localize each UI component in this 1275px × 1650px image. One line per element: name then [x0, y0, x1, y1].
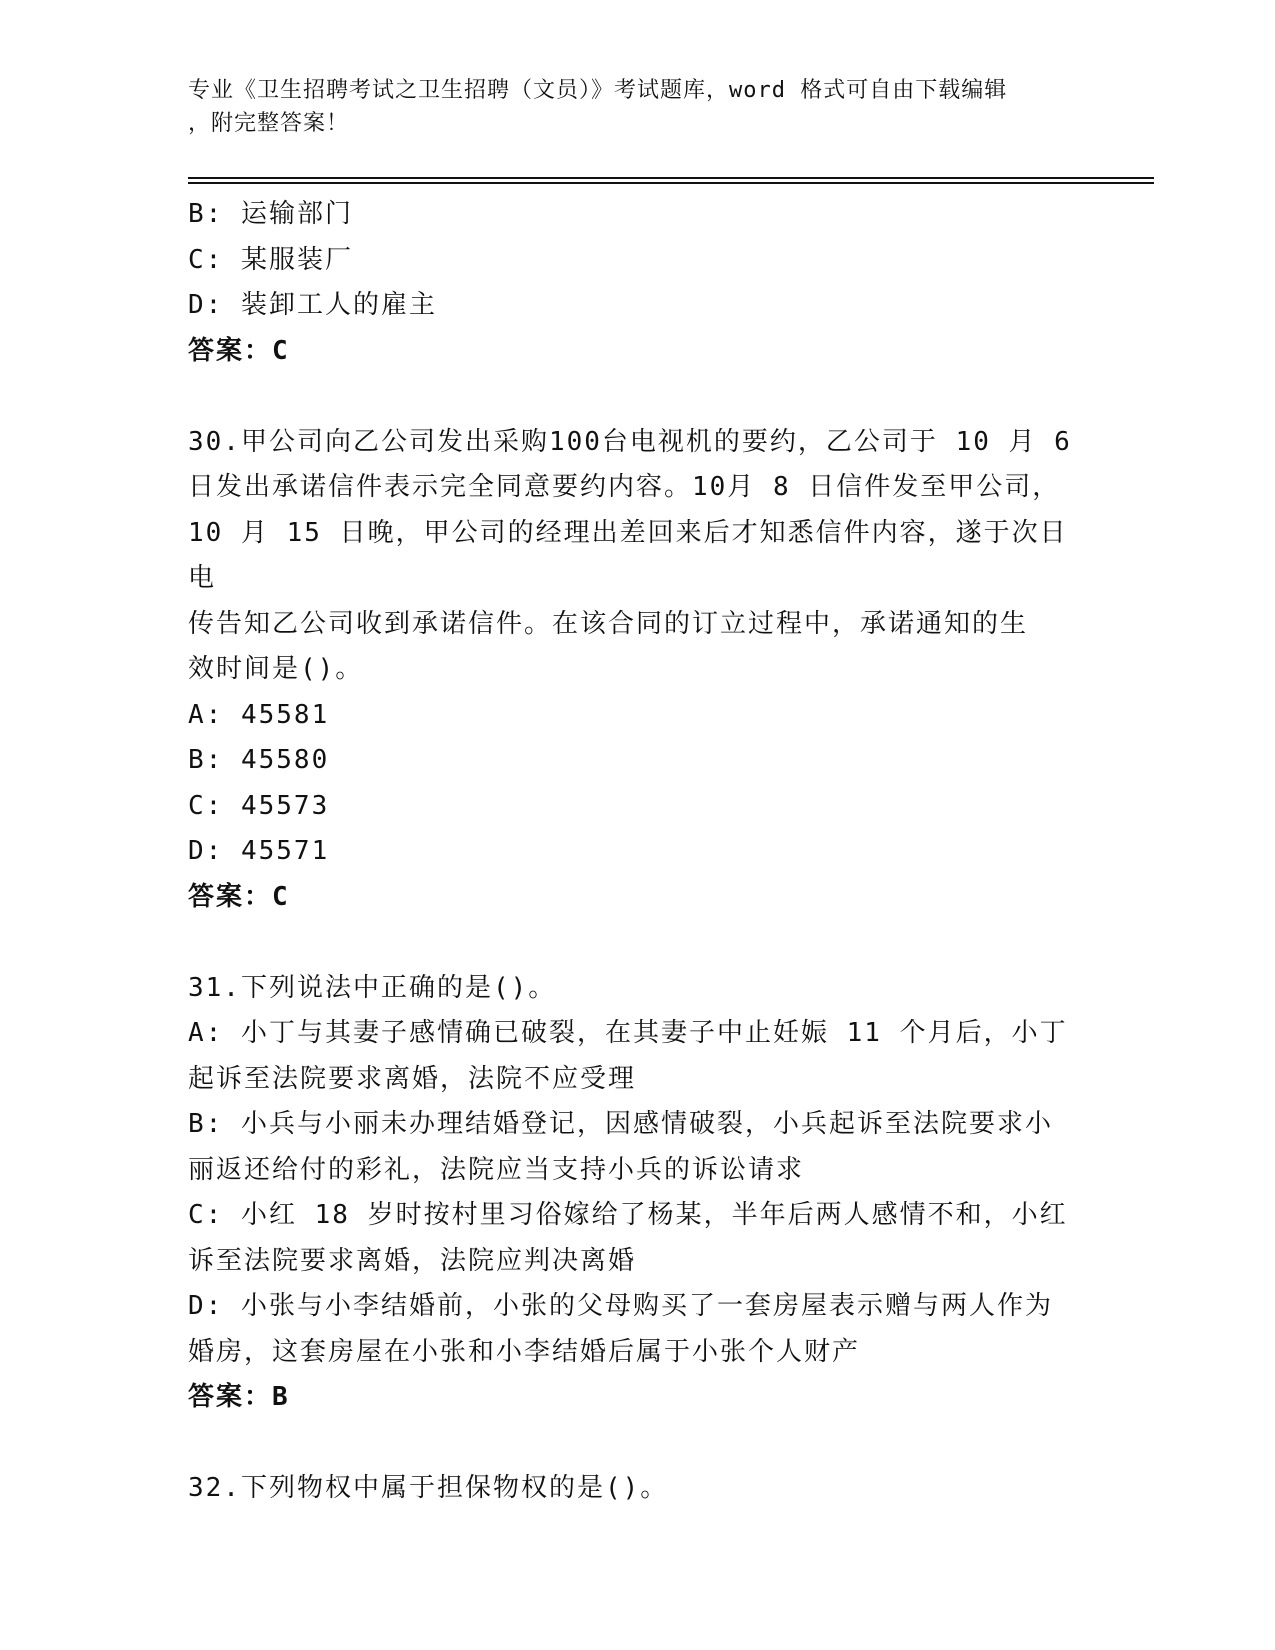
option-c: C: 45573 [188, 790, 330, 821]
question-text-line: 30.甲公司向乙公司发出采购100台电视机的要约，乙公司于 10 月 6 [188, 426, 1072, 457]
header-divider-top [188, 177, 1154, 179]
question-content [188, 192, 1078, 1512]
previous-question-block [188, 192, 1078, 374]
header-line-2: ，附完整答案！ [188, 111, 350, 136]
document-header [188, 74, 1068, 140]
option-c-continued: 诉至法院要求离婚，法院应判决离婚 [188, 1245, 637, 1276]
spacer [188, 1421, 1078, 1467]
option-a: A: 小丁与其妻子感情确已破裂，在其妻子中止妊娠 11 个月后，小丁 [188, 1018, 1068, 1048]
question-text-line: 日发出承诺信件表示完全同意要约内容。10月 8 日信件发至甲公司， [188, 472, 1061, 502]
option-a-continued: 起诉至法院要求离婚，法院不应受理 [188, 1063, 637, 1094]
option-b: B: 45580 [188, 745, 330, 775]
answer-label: 答案：C [188, 335, 290, 366]
header-line-1: 专业《卫生招聘考试之卫生招聘（文员）》考试题库，word 格式可自由下载编辑 [188, 78, 1008, 103]
option-d: D: 45571 [188, 836, 330, 866]
question-text-line: 效时间是()。 [188, 654, 364, 684]
option-d: D: 小张与小李结婚前，小张的父母购买了一套房屋表示赠与两人作为 [188, 1291, 1053, 1321]
option-b: B: 小兵与小丽未办理结婚登记，因感情破裂，小兵起诉至法院要求小 [188, 1109, 1053, 1139]
question-32 [188, 1466, 1078, 1512]
option-c: C: 小红 18 岁时按村里习俗嫁给了杨某，半年后两人感情不和，小红 [188, 1200, 1068, 1230]
question-30 [188, 420, 1078, 921]
option-c: C: 某服装厂 [188, 244, 353, 275]
spacer [188, 374, 1078, 420]
question-text-line: 10 月 15 日晚，甲公司的经理出差回来后才知悉信件内容，遂于次日电 [188, 517, 1068, 593]
question-31 [188, 966, 1078, 1421]
header-divider-bottom [188, 182, 1154, 184]
answer-label: 答案：C [188, 881, 290, 912]
option-b-continued: 丽返还给付的彩礼，法院应当支持小兵的诉讼请求 [188, 1154, 805, 1185]
spacer [188, 920, 1078, 966]
option-b: B: 运输部门 [188, 199, 353, 229]
option-a: A: 45581 [188, 699, 330, 730]
option-d: D: 装卸工人的雇主 [188, 290, 437, 320]
question-text-line: 传告知乙公司收到承诺信件。在该合同的订立过程中，承诺通知的生 [188, 608, 1029, 639]
answer-label: 答案：B [188, 1382, 290, 1412]
question-text-line: 32.下列物权中属于担保物权的是()。 [188, 1473, 669, 1503]
option-d-continued: 婚房，这套房屋在小张和小李结婚后属于小张个人财产 [188, 1336, 861, 1367]
question-text-line: 31.下列说法中正确的是()。 [188, 972, 557, 1003]
